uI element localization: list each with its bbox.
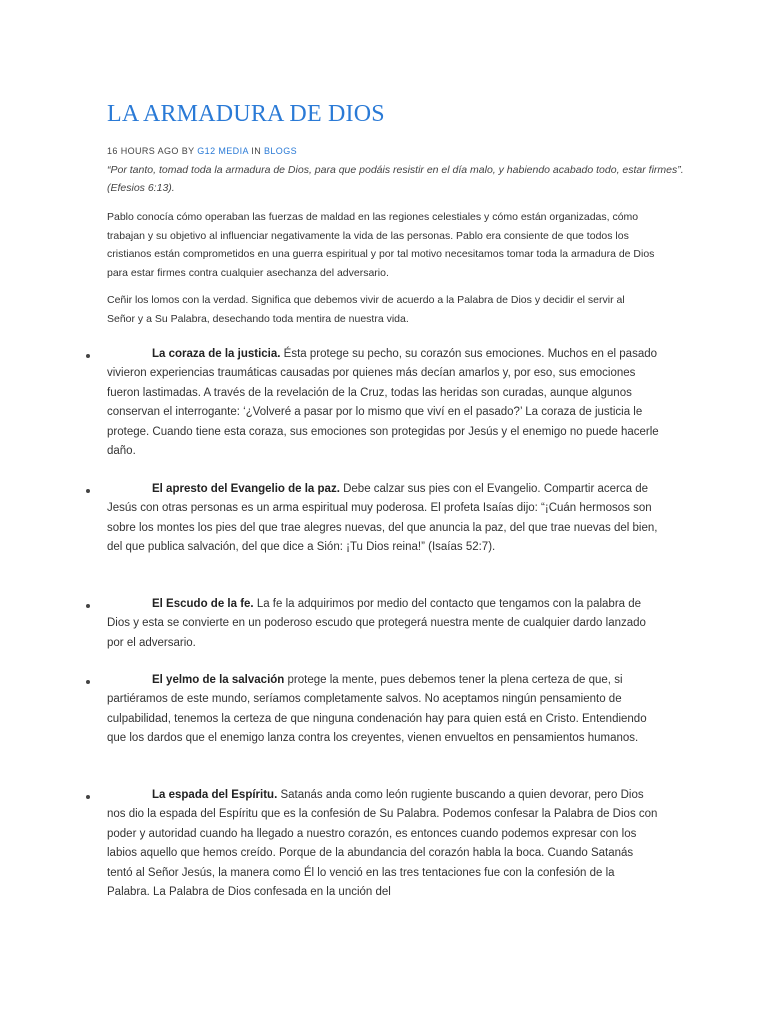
bullet-dot [86,354,90,358]
bullet-dot [86,489,90,493]
meta-in: IN [248,146,264,156]
list-item-body: La fe la adquirimos por medio del contacto que tengamos con la palabra de Dios y esta se convierte en un poderoso escudo que protegerá nuestra mente de cualquier dardo lanzado por el adversario. [107,598,646,649]
list-item-title: El yelmo de la salvación [152,674,285,686]
list-item-title: La espada del Espíritu. [152,789,278,801]
intro-paragraph: Pablo conocía cómo operaban las fuerzas de maldad en las regiones celestiales y cómo están organizadas, cómo trabajan y su objetivo al influenciar negativamente la vida de las personas. Pablo era consiente de que todos los cristianos están comprometidos en una guerra espiritual y por tal motivo necesitamos tomar toda la armadura de Dios para estar firmes contra cualquier asechanza del adversario. [107,211,655,279]
list-item-title: El apresto del Evangelio de la paz. [152,483,340,495]
list-item-text [107,671,659,749]
bullet-dot [86,604,90,608]
list-item-title: El Escudo de la fe. [152,598,254,610]
list-item-body: Debe calzar sus pies con el Evangelio. Compartir acerca de Jesús con otras personas es un arma espiritual muy poderosa. El profeta Isaías dijo: “¡Cuán hermosos son sobre los montes los pies del que trae alegres nuevas, del que anuncia la paz, del que trae nuevas del bien, del que publica salvación, del que dice a Sión: ¡Tu Dios reina!” (Isaías 52:7). [107,483,658,554]
list-item-text [107,480,659,558]
bullet-dot [86,795,90,799]
list-item-body: protege la mente, pues debemos tener la plena certeza de que, si partiéramos de este mundo, seríamos completamente salvos. No aceptamos ningún pensamiento de culpabilidad, tenemos la certeza de que ninguna condenación hay para quien está en Cristo. Entendiendo que los dardos que el enemigo lanza contra los creyentes, vienen envueltos en pensamientos humanos. [107,674,647,745]
list-item-text [107,345,659,461]
post-meta [107,146,297,156]
list-item-text [107,786,659,902]
bullet-dot [86,680,90,684]
list-item-body: Ésta protege su pecho, su corazón sus emociones. Muchos en el pasado vivieron experiencias traumáticas causadas por quienes más decían amarlos y, por eso, sus emociones fueron lastimadas. A través de la revelación de la Cruz, todas las heridas son curadas, aunque algunos conservan el interrogante: ‘¿Volveré a pasar por lo mismo que viví en el pasado?’ La coraza de justicia le protege. Cuando tiene esta coraza, sus emociones son protegidas por Jesús y el enemigo no puede hacerle daño. [107,348,659,458]
truth-paragraph: Ceñir los lomos con la verdad. Significa que debemos vivir de acuerdo a la Palabra de Dios y decidir el servir al Señor y a Su Palabra, desechando toda mentira de nuestra vida. [107,294,625,325]
list-item-text [107,595,659,653]
list-item-body: Satanás anda como león rugiente buscando a quien devorar, pero Dios nos dio la espada del Espíritu que es la confesión de Su Palabra. Podemos confesar la Palabra de Dios con poder y autoridad cuando ha llegado a nuestro corazón, es entonces cuando podemos expresar con los labios aquello que hemos creído. Porque de la abundancia del corazón habla la boca. Cuando Satanás tentó al Señor Jesús, la manera como Él lo venció en las tres tentaciones fue con la confesión de la Palabra. La Palabra de Dios confesada en la unción del [107,789,658,899]
author-link[interactable]: G12 MEDIA [197,146,249,156]
list-item-title: La coraza de la justicia. [152,348,281,360]
post-time: 16 HOURS AGO BY [107,146,198,156]
scripture-quote: “Por tanto, tomad toda la armadura de Dios, para que podáis resistir en el día malo, y habiendo acabado todo, estar firmes”. (Efesios 6:13). [107,164,684,194]
category-link[interactable]: BLOGS [264,146,298,156]
post-title: LA ARMADURA DE DIOS [107,101,385,127]
